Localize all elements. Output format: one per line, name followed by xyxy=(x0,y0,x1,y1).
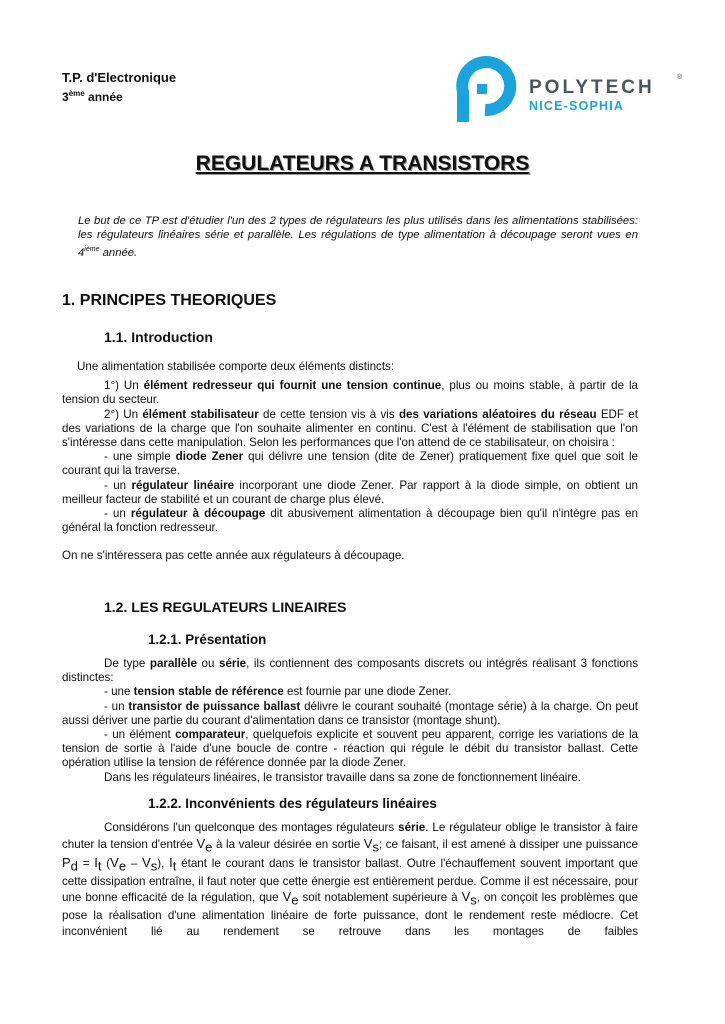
intro-paragraph: Une alimentation stabilisée comporte deux éléments distincts: xyxy=(77,360,395,373)
presentation-paragraph: De type parallèle ou série, ils contiennent des composants discrets ou intégrés réalisant 3 fonctions distinctes: xyxy=(62,657,638,685)
list-item-comparator: - un élément comparateur, quelquefois explicite et souvent peu apparent, corrige les variations de la tension de sortie à l'aide d'une boucle de contre - réaction qui régule le débit du transistor ballast. Cette opération utilise la tension de référence donnée par la diode Zener. xyxy=(62,728,638,770)
polytech-logo-mark xyxy=(445,52,685,122)
section-1-2-2-body xyxy=(62,820,638,940)
abstract: Le but de ce TP est d'étudier l'un des 2 types de régulateurs les plus utilisés dans les alimentations stabilisées: les régulateurs linéaires série et parallèle. Les régulations de type alimentation à découpage seront vues en 4ième année. xyxy=(78,215,638,259)
logo-name: POLYTECH xyxy=(529,77,655,98)
section-1-2-1-heading: 1.2.1. Présentation xyxy=(148,632,267,647)
list-item-reference: - une tension stable de référence est fournie par une diode Zener. xyxy=(104,685,452,699)
section-1-2-heading: 1.2. LES REGULATEURS LINEAIRES xyxy=(104,599,347,615)
paragraph-rectifier: 1°) Un élément redresseur qui fournit une tension continue, plus ou moins stable, à partir de la tension du secteur. xyxy=(62,379,638,407)
course-title: T.P. d'Electronique xyxy=(62,70,177,85)
section-1-2-2-heading: 1.2.2. Inconvénients des régulateurs linéaires xyxy=(148,796,437,811)
course-header xyxy=(62,70,176,105)
logo-registered: ® xyxy=(677,74,683,81)
list-item-switching: - un régulateur à découpage dit abusivement alimentation à découpage bien qu'il n'intègre pas en général la fonction redresseur. xyxy=(62,507,638,535)
section-1-1-heading: 1.1. Introduction xyxy=(104,329,213,345)
paragraph-stabilizer: 2°) Un élément stabilisateur de cette tension vis à vis des variations aléatoires du réseau EDF et des variations de la charge que l'on souhaite alimenter en continu. C'est à l'élément de stabilisation que l'on s'intéresse dans cette manipulation. Selon les performances que l'on attend de ce stabilisateur, on choisira : xyxy=(62,407,638,450)
list-item-linear: - un régulateur linéaire incorporant une diode Zener. Par rapport à la diode simple, on obtient un meilleur facteur de stabilité et un courant de charge plus élevé. xyxy=(62,478,638,506)
section-1-1-body xyxy=(62,360,638,564)
drawbacks-paragraph: Considérons l'un quelconque des montages régulateurs série. Le régulateur oblige le transistor à faire chuter la tension d'entrée $V_e$ à la valeur désirée en sortie $V_s$; ce faisant, il est amené à dissiper une puissance $P_d = I_t$ $(V_e - V_s)$, $I_t$ étant le courant dans le transistor ballast. Outre l'échauffement souvent important que cette dissipation entraîne, il faut noter que cette énergie est entièrement perdue. Comme il est nécessaire, pour une bonne efficacité de la régulation, que $V_e$ soit notablement supérieure à $V_s$, on conçoit les problèmes que pose la réalisation d'une alimentation linéaire de forte puissance, dont le rendement reste médiocre. Cet inconvénient lié au rendement se retrouve dans les montages de faibles xyxy=(62,821,638,939)
list-item-zener: - une simple diode Zener qui délivre une tension (dite de Zener) pratiquement fixe quel que soit le courant qui la traverse. xyxy=(62,450,638,478)
list-item-ballast: - un transistor de puissance ballast délivre le courant souhaité (montage série) à la charge. On peut aussi dériver une partie du courant d'alimentation dans ce transistor (montage shunt). xyxy=(62,699,638,727)
logo-campus: NICE-SOPHIA xyxy=(529,99,625,113)
course-year: 3ème année xyxy=(62,89,123,104)
section-1-heading: 1. PRINCIPES THEORIQUES xyxy=(62,292,277,309)
section-1-2-1-body xyxy=(62,657,638,785)
polytech-logo xyxy=(445,52,685,122)
linear-closing-paragraph: Dans les régulateurs linéaires, le transistor travaille dans sa zone de fonctionnement linéaire. xyxy=(104,770,581,784)
closing-paragraph: On ne s'intéressera pas cette année aux régulateurs à découpage. xyxy=(62,549,405,563)
page-title: REGULATEURS A TRANSISTORS xyxy=(195,152,530,175)
